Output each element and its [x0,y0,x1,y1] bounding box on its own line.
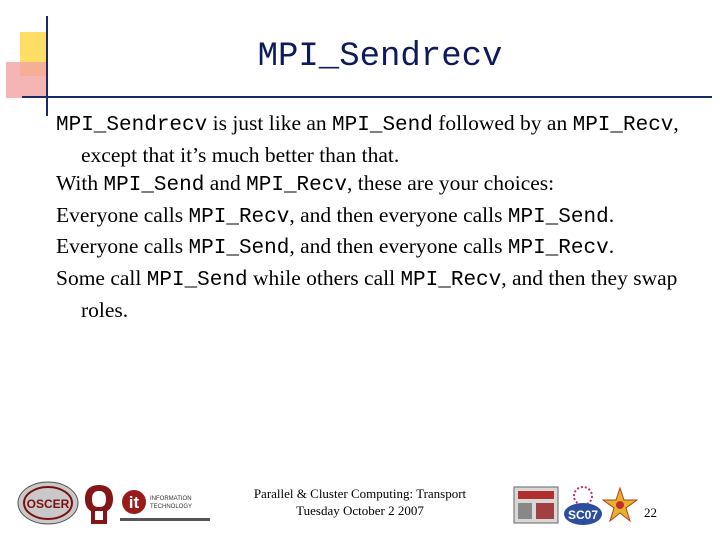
paragraph-text: Everyone calls [56,234,189,259]
supercomputing-education-logo [512,485,560,527]
code-term: MPI_Sendrecv [56,114,208,137]
paragraph-text: while others call [247,265,401,290]
slide-paragraph [56,264,706,324]
code-term: MPI_Recv [507,237,609,261]
sc07-logo-text: SC07 [567,508,599,522]
paragraph-text: followed by an [432,111,573,135]
star-logo [602,486,638,524]
slide-body [56,109,706,324]
oscer-logo-text: OSCER [26,497,70,511]
it-logo-line1: INFORMATION [150,496,192,502]
paragraph-text: , except that it’s much better than that. [81,111,679,167]
code-term: MPI_Send [146,268,248,292]
code-term: MPI_Send [332,114,433,137]
footer-course-line: Parallel & Cluster Computing: Transport [253,486,467,501]
paragraph-text: and [204,171,247,196]
code-term: MPI_Send [103,174,205,198]
paragraph-text: , and then they swap roles. [81,265,678,322]
paragraph-text: Everyone calls [56,202,189,227]
code-term: MPI_Send [188,237,290,261]
slide-title: MPI_Sendrecv [257,38,503,76]
footer-caption [215,485,505,519]
it-logo-text: it [128,493,140,512]
slide-paragraph [56,169,706,201]
title-underline-rule [22,96,712,98]
it-logo [120,484,210,526]
paragraph-text: With [56,171,104,196]
slide-paragraph [56,109,706,169]
paragraph-text: Some call [56,265,147,290]
paragraph-text: , these are your choices: [346,171,555,196]
slide-paragraph [56,232,706,264]
code-term: MPI_Recv [400,268,502,292]
paragraph-text: , and then everyone calls [289,202,508,227]
it-logo-line2: TECHNOLOGY [150,504,193,510]
page-number: 22 [644,505,657,520]
ou-logo [82,482,116,526]
footer-date-line: Tuesday October 2 2007 [296,503,424,518]
paragraph-text: . [608,234,615,259]
code-term: MPI_Recv [188,205,290,229]
code-term: MPI_Recv [572,114,674,137]
slide-paragraph [56,201,706,233]
oscer-logo [16,480,80,526]
sc07-logo [562,484,604,528]
paragraph-text: is just like an [207,111,333,135]
code-term: MPI_Send [507,205,609,229]
paragraph-text: , and then everyone calls [289,234,508,259]
paragraph-text: . [608,202,615,227]
code-term: MPI_Recv [246,174,347,198]
